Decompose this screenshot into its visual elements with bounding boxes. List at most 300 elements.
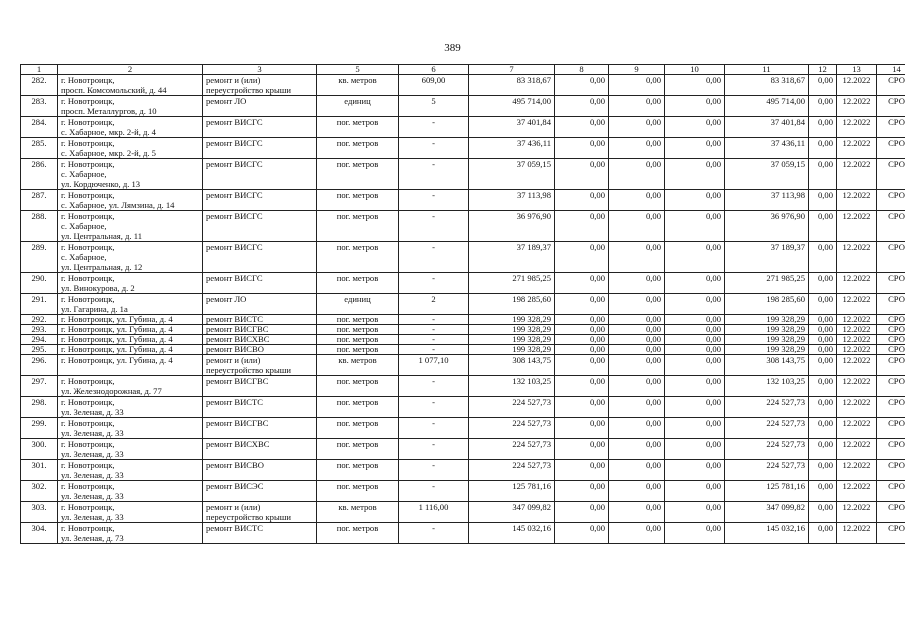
address-cell-line: г. Новотроицк, xyxy=(61,460,115,470)
address-cell xyxy=(58,75,203,96)
cost-col-11-cell: 347 099,82 xyxy=(725,502,809,523)
address-cell xyxy=(58,211,203,242)
unit-cell: кв. метров xyxy=(317,75,399,96)
fund-type-cell: СРО xyxy=(877,294,905,315)
cost-col-10-cell: 0,00 xyxy=(665,397,725,418)
cost-col-9-cell: 0,00 xyxy=(609,335,665,345)
quantity-cell: - xyxy=(399,138,469,159)
column-header: 10 xyxy=(665,65,725,75)
cost-col-11-cell: 125 781,16 xyxy=(725,481,809,502)
deadline-cell: 12.2022 xyxy=(837,523,877,544)
table-row xyxy=(21,502,905,523)
row-number: 289. xyxy=(21,242,58,273)
fund-type-cell: СРО xyxy=(877,335,905,345)
cost-col-8-cell: 0,00 xyxy=(555,138,609,159)
fund-type-cell: СРО xyxy=(877,523,905,544)
row-number: 296. xyxy=(21,355,58,376)
row-number: 300. xyxy=(21,439,58,460)
address-cell-line: ул. Винокурова, д. 2 xyxy=(61,283,135,293)
quantity-cell: - xyxy=(399,345,469,355)
cost-col-11-cell: 199 328,29 xyxy=(725,345,809,355)
work-type-cell-line: ремонт ВИСГС xyxy=(206,211,263,221)
address-cell xyxy=(58,159,203,190)
cost-col-9-cell: 0,00 xyxy=(609,242,665,273)
cost-col-12-cell: 0,00 xyxy=(809,315,837,325)
table-row xyxy=(21,376,905,397)
cost-col-9-cell: 0,00 xyxy=(609,376,665,397)
total-cost-cell: 347 099,82 xyxy=(469,502,555,523)
cost-col-12-cell: 0,00 xyxy=(809,190,837,211)
deadline-cell: 12.2022 xyxy=(837,460,877,481)
work-type-cell-line: ремонт ВИСВО xyxy=(206,460,264,470)
work-type-cell-line: ремонт ВИСТС xyxy=(206,314,264,324)
table-row xyxy=(21,345,905,355)
address-cell xyxy=(58,117,203,138)
total-cost-cell: 37 189,37 xyxy=(469,242,555,273)
work-type-cell xyxy=(203,481,317,502)
total-cost-cell: 199 328,29 xyxy=(469,345,555,355)
cost-col-9-cell: 0,00 xyxy=(609,138,665,159)
cost-col-8-cell: 0,00 xyxy=(555,355,609,376)
cost-col-8-cell: 0,00 xyxy=(555,159,609,190)
deadline-cell: 12.2022 xyxy=(837,294,877,315)
cost-col-9-cell: 0,00 xyxy=(609,159,665,190)
cost-col-11-cell: 199 328,29 xyxy=(725,335,809,345)
cost-col-12-cell: 0,00 xyxy=(809,439,837,460)
cost-col-12-cell: 0,00 xyxy=(809,325,837,335)
table-row xyxy=(21,138,905,159)
fund-type-cell: СРО xyxy=(877,190,905,211)
quantity-cell: - xyxy=(399,335,469,345)
cost-col-8-cell: 0,00 xyxy=(555,75,609,96)
cost-col-10-cell: 0,00 xyxy=(665,418,725,439)
address-cell-line: ул. Зеленая, д. 33 xyxy=(61,407,124,417)
address-cell-line: ул. Зеленая, д. 33 xyxy=(61,491,124,501)
work-type-cell-line: ремонт ВИСГВС xyxy=(206,376,269,386)
total-cost-cell: 37 401,84 xyxy=(469,117,555,138)
quantity-cell: - xyxy=(399,439,469,460)
work-type-cell-line: ремонт ВИСТС xyxy=(206,397,264,407)
address-cell-line: г. Новотроицк, xyxy=(61,397,115,407)
address-cell xyxy=(58,439,203,460)
work-type-cell xyxy=(203,460,317,481)
column-header: 12 xyxy=(809,65,837,75)
cost-col-12-cell: 0,00 xyxy=(809,355,837,376)
work-type-cell-line: переустройство крыши xyxy=(206,85,291,95)
total-cost-cell: 199 328,29 xyxy=(469,315,555,325)
address-cell-line: г. Новотроицк, xyxy=(61,242,115,252)
total-cost-cell: 145 032,16 xyxy=(469,523,555,544)
quantity-cell: - xyxy=(399,397,469,418)
address-cell xyxy=(58,190,203,211)
address-cell-line: г. Новотроицк, ул. Губина, д. 4 xyxy=(61,355,173,365)
cost-col-10-cell: 0,00 xyxy=(665,273,725,294)
work-type-cell-line: ремонт и (или) xyxy=(206,355,261,365)
address-cell-line: просп. Комсомольский, д. 44 xyxy=(61,85,167,95)
cost-col-11-cell: 37 401,84 xyxy=(725,117,809,138)
address-cell-line: г. Новотроицк, xyxy=(61,75,115,85)
row-number: 295. xyxy=(21,345,58,355)
work-type-cell xyxy=(203,273,317,294)
cost-col-11-cell: 271 985,25 xyxy=(725,273,809,294)
work-type-cell xyxy=(203,523,317,544)
deadline-cell: 12.2022 xyxy=(837,355,877,376)
work-type-cell xyxy=(203,502,317,523)
work-type-cell xyxy=(203,117,317,138)
cost-col-8-cell: 0,00 xyxy=(555,273,609,294)
fund-type-cell: СРО xyxy=(877,376,905,397)
row-number: 294. xyxy=(21,335,58,345)
fund-type-cell: СРО xyxy=(877,211,905,242)
total-cost-cell: 271 985,25 xyxy=(469,273,555,294)
total-cost-cell: 36 976,90 xyxy=(469,211,555,242)
total-cost-cell: 224 527,73 xyxy=(469,439,555,460)
address-cell-line: г. Новотроицк, xyxy=(61,211,115,221)
address-cell-line: ул. Центральная, д. 11 xyxy=(61,231,142,241)
cost-col-12-cell: 0,00 xyxy=(809,96,837,117)
work-type-cell-line: ремонт ЛО xyxy=(206,96,247,106)
address-cell-line: ул. Зеленая, д. 33 xyxy=(61,449,124,459)
cost-col-12-cell: 0,00 xyxy=(809,159,837,190)
table-row xyxy=(21,325,905,335)
unit-cell: единиц xyxy=(317,96,399,117)
cost-col-8-cell: 0,00 xyxy=(555,325,609,335)
quantity-cell: - xyxy=(399,273,469,294)
cost-col-8-cell: 0,00 xyxy=(555,523,609,544)
deadline-cell: 12.2022 xyxy=(837,75,877,96)
address-cell-line: ул. Зеленая, д. 33 xyxy=(61,428,124,438)
work-type-cell-line: ремонт ВИСГВС xyxy=(206,324,269,334)
total-cost-cell: 495 714,00 xyxy=(469,96,555,117)
cost-col-9-cell: 0,00 xyxy=(609,523,665,544)
total-cost-cell: 198 285,60 xyxy=(469,294,555,315)
address-cell-line: просп. Металлургов, д. 10 xyxy=(61,106,157,116)
address-cell-line: с. Хабарное, мкр. 2-й, д. 4 xyxy=(61,127,156,137)
deadline-cell: 12.2022 xyxy=(837,325,877,335)
cost-col-11-cell: 83 318,67 xyxy=(725,75,809,96)
work-type-cell xyxy=(203,294,317,315)
cost-col-10-cell: 0,00 xyxy=(665,75,725,96)
quantity-cell: - xyxy=(399,159,469,190)
cost-col-9-cell: 0,00 xyxy=(609,481,665,502)
cost-col-11-cell: 495 714,00 xyxy=(725,96,809,117)
cost-col-10-cell: 0,00 xyxy=(665,355,725,376)
total-cost-cell: 224 527,73 xyxy=(469,397,555,418)
repair-schedule-table xyxy=(20,64,905,544)
cost-col-11-cell: 37 113,98 xyxy=(725,190,809,211)
work-type-cell-line: ремонт ВИСГС xyxy=(206,159,263,169)
cost-col-9-cell: 0,00 xyxy=(609,439,665,460)
work-type-cell-line: ремонт ВИСЭС xyxy=(206,481,264,491)
quantity-cell: - xyxy=(399,523,469,544)
cost-col-11-cell: 224 527,73 xyxy=(725,418,809,439)
work-type-cell xyxy=(203,397,317,418)
work-type-cell xyxy=(203,96,317,117)
unit-cell: пог. метров xyxy=(317,418,399,439)
address-cell-line: г. Новотроицк, xyxy=(61,523,115,533)
total-cost-cell: 125 781,16 xyxy=(469,481,555,502)
unit-cell: кв. метров xyxy=(317,355,399,376)
address-cell xyxy=(58,138,203,159)
row-number: 282. xyxy=(21,75,58,96)
table-row xyxy=(21,315,905,325)
quantity-cell: - xyxy=(399,315,469,325)
cost-col-8-cell: 0,00 xyxy=(555,335,609,345)
row-number: 293. xyxy=(21,325,58,335)
address-cell-line: ул. Железнодорожная, д. 77 xyxy=(61,386,162,396)
address-cell xyxy=(58,355,203,376)
address-cell xyxy=(58,96,203,117)
deadline-cell: 12.2022 xyxy=(837,502,877,523)
work-type-cell-line: ремонт ВИСГС xyxy=(206,242,263,252)
quantity-cell: 2 xyxy=(399,294,469,315)
cost-col-10-cell: 0,00 xyxy=(665,335,725,345)
cost-col-12-cell: 0,00 xyxy=(809,242,837,273)
table-row xyxy=(21,242,905,273)
total-cost-cell: 308 143,75 xyxy=(469,355,555,376)
address-cell-line: г. Новотроицк, xyxy=(61,294,115,304)
cost-col-8-cell: 0,00 xyxy=(555,190,609,211)
row-number: 284. xyxy=(21,117,58,138)
cost-col-9-cell: 0,00 xyxy=(609,117,665,138)
cost-col-11-cell: 37 436,11 xyxy=(725,138,809,159)
cost-col-10-cell: 0,00 xyxy=(665,345,725,355)
unit-cell: пог. метров xyxy=(317,460,399,481)
fund-type-cell: СРО xyxy=(877,439,905,460)
cost-col-10-cell: 0,00 xyxy=(665,96,725,117)
cost-col-12-cell: 0,00 xyxy=(809,418,837,439)
cost-col-8-cell: 0,00 xyxy=(555,439,609,460)
table-row xyxy=(21,273,905,294)
cost-col-8-cell: 0,00 xyxy=(555,96,609,117)
row-number: 303. xyxy=(21,502,58,523)
work-type-cell xyxy=(203,335,317,345)
cost-col-9-cell: 0,00 xyxy=(609,96,665,117)
address-cell-line: г. Новотроицк, xyxy=(61,96,115,106)
work-type-cell-line: ремонт ВИСГВС xyxy=(206,418,269,428)
cost-col-11-cell: 37 189,37 xyxy=(725,242,809,273)
cost-col-11-cell: 224 527,73 xyxy=(725,460,809,481)
quantity-cell: 5 xyxy=(399,96,469,117)
address-cell-line: г. Новотроицк, xyxy=(61,418,115,428)
table-row xyxy=(21,335,905,345)
deadline-cell: 12.2022 xyxy=(837,439,877,460)
column-header: 13 xyxy=(837,65,877,75)
cost-col-12-cell: 0,00 xyxy=(809,75,837,96)
address-cell xyxy=(58,242,203,273)
fund-type-cell: СРО xyxy=(877,315,905,325)
column-header: 3 xyxy=(203,65,317,75)
table-row xyxy=(21,481,905,502)
deadline-cell: 12.2022 xyxy=(837,117,877,138)
unit-cell: пог. метров xyxy=(317,345,399,355)
cost-col-10-cell: 0,00 xyxy=(665,439,725,460)
address-cell-line: ул. Зеленая, д. 33 xyxy=(61,512,124,522)
row-number: 299. xyxy=(21,418,58,439)
table-row xyxy=(21,96,905,117)
row-number: 304. xyxy=(21,523,58,544)
cost-col-12-cell: 0,00 xyxy=(809,502,837,523)
cost-col-10-cell: 0,00 xyxy=(665,138,725,159)
address-cell-line: ул. Зеленая, д. 73 xyxy=(61,533,124,543)
cost-col-10-cell: 0,00 xyxy=(665,481,725,502)
deadline-cell: 12.2022 xyxy=(837,345,877,355)
unit-cell: пог. метров xyxy=(317,397,399,418)
cost-col-9-cell: 0,00 xyxy=(609,294,665,315)
fund-type-cell: СРО xyxy=(877,325,905,335)
cost-col-8-cell: 0,00 xyxy=(555,502,609,523)
deadline-cell: 12.2022 xyxy=(837,190,877,211)
cost-col-9-cell: 0,00 xyxy=(609,75,665,96)
address-cell-line: ул. Гагарина, д. 1а xyxy=(61,304,128,314)
deadline-cell: 12.2022 xyxy=(837,96,877,117)
cost-col-10-cell: 0,00 xyxy=(665,159,725,190)
row-number: 291. xyxy=(21,294,58,315)
total-cost-cell: 199 328,29 xyxy=(469,325,555,335)
cost-col-10-cell: 0,00 xyxy=(665,117,725,138)
deadline-cell: 12.2022 xyxy=(837,211,877,242)
cost-col-11-cell: 145 032,16 xyxy=(725,523,809,544)
row-number: 287. xyxy=(21,190,58,211)
total-cost-cell: 83 318,67 xyxy=(469,75,555,96)
total-cost-cell: 37 113,98 xyxy=(469,190,555,211)
fund-type-cell: СРО xyxy=(877,273,905,294)
column-header: 8 xyxy=(555,65,609,75)
work-type-cell-line: ремонт ВИСГС xyxy=(206,117,263,127)
address-cell xyxy=(58,273,203,294)
address-cell xyxy=(58,481,203,502)
quantity-cell: - xyxy=(399,418,469,439)
quantity-cell: - xyxy=(399,117,469,138)
unit-cell: пог. метров xyxy=(317,315,399,325)
row-number: 290. xyxy=(21,273,58,294)
unit-cell: пог. метров xyxy=(317,325,399,335)
cost-col-12-cell: 0,00 xyxy=(809,335,837,345)
deadline-cell: 12.2022 xyxy=(837,481,877,502)
quantity-cell: - xyxy=(399,481,469,502)
address-cell-line: г. Новотроицк, ул. Губина, д. 4 xyxy=(61,314,173,324)
column-header: 9 xyxy=(609,65,665,75)
cost-col-9-cell: 0,00 xyxy=(609,325,665,335)
address-cell-line: ул. Кордюченко, д. 13 xyxy=(61,179,141,189)
work-type-cell-line: переустройство крыши xyxy=(206,512,291,522)
address-cell xyxy=(58,335,203,345)
address-cell-line: г. Новотроицк, xyxy=(61,138,115,148)
table-row xyxy=(21,397,905,418)
cost-col-10-cell: 0,00 xyxy=(665,190,725,211)
address-cell xyxy=(58,418,203,439)
address-cell-line: с. Хабарное, мкр. 2-й, д. 5 xyxy=(61,148,156,158)
cost-col-12-cell: 0,00 xyxy=(809,345,837,355)
cost-col-12-cell: 0,00 xyxy=(809,481,837,502)
cost-col-12-cell: 0,00 xyxy=(809,211,837,242)
work-type-cell-line: ремонт ВИСТС xyxy=(206,523,264,533)
cost-col-10-cell: 0,00 xyxy=(665,315,725,325)
address-cell-line: с. Хабарное, ул. Лямзина, д. 14 xyxy=(61,200,175,210)
total-cost-cell: 199 328,29 xyxy=(469,335,555,345)
work-type-cell-line: ремонт ВИСХВС xyxy=(206,439,270,449)
cost-col-11-cell: 37 059,15 xyxy=(725,159,809,190)
work-type-cell xyxy=(203,325,317,335)
table-row xyxy=(21,355,905,376)
cost-col-12-cell: 0,00 xyxy=(809,460,837,481)
cost-col-12-cell: 0,00 xyxy=(809,397,837,418)
fund-type-cell: СРО xyxy=(877,117,905,138)
cost-col-8-cell: 0,00 xyxy=(555,460,609,481)
row-number: 288. xyxy=(21,211,58,242)
deadline-cell: 12.2022 xyxy=(837,335,877,345)
cost-col-9-cell: 0,00 xyxy=(609,502,665,523)
cost-col-9-cell: 0,00 xyxy=(609,355,665,376)
work-type-cell xyxy=(203,159,317,190)
cost-col-10-cell: 0,00 xyxy=(665,211,725,242)
fund-type-cell: СРО xyxy=(877,96,905,117)
row-number: 286. xyxy=(21,159,58,190)
address-cell-line: г. Новотроицк, xyxy=(61,502,115,512)
unit-cell: кв. метров xyxy=(317,502,399,523)
cost-col-10-cell: 0,00 xyxy=(665,294,725,315)
quantity-cell: 1 116,00 xyxy=(399,502,469,523)
work-type-cell xyxy=(203,211,317,242)
work-type-cell-line: ремонт ВИСВО xyxy=(206,344,264,354)
quantity-cell: - xyxy=(399,376,469,397)
work-type-cell xyxy=(203,242,317,273)
deadline-cell: 12.2022 xyxy=(837,273,877,294)
cost-col-10-cell: 0,00 xyxy=(665,325,725,335)
deadline-cell: 12.2022 xyxy=(837,397,877,418)
work-type-cell xyxy=(203,345,317,355)
address-cell xyxy=(58,397,203,418)
unit-cell: пог. метров xyxy=(317,273,399,294)
fund-type-cell: СРО xyxy=(877,397,905,418)
table-row xyxy=(21,159,905,190)
deadline-cell: 12.2022 xyxy=(837,315,877,325)
cost-col-12-cell: 0,00 xyxy=(809,376,837,397)
fund-type-cell: СРО xyxy=(877,418,905,439)
address-cell-line: с. Хабарное, xyxy=(61,221,107,231)
quantity-cell: - xyxy=(399,460,469,481)
deadline-cell: 12.2022 xyxy=(837,138,877,159)
address-cell xyxy=(58,523,203,544)
work-type-cell xyxy=(203,376,317,397)
address-cell-line: с. Хабарное, xyxy=(61,169,107,179)
address-cell xyxy=(58,294,203,315)
row-number: 283. xyxy=(21,96,58,117)
unit-cell: пог. метров xyxy=(317,211,399,242)
work-type-cell xyxy=(203,355,317,376)
work-type-cell-line: переустройство крыши xyxy=(206,365,291,375)
column-header: 7 xyxy=(469,65,555,75)
address-cell-line: г. Новотроицк, xyxy=(61,159,115,169)
fund-type-cell: СРО xyxy=(877,242,905,273)
address-cell xyxy=(58,345,203,355)
work-type-cell xyxy=(203,75,317,96)
cost-col-8-cell: 0,00 xyxy=(555,345,609,355)
cost-col-8-cell: 0,00 xyxy=(555,211,609,242)
cost-col-11-cell: 199 328,29 xyxy=(725,325,809,335)
cost-col-10-cell: 0,00 xyxy=(665,376,725,397)
cost-col-12-cell: 0,00 xyxy=(809,294,837,315)
work-type-cell xyxy=(203,315,317,325)
deadline-cell: 12.2022 xyxy=(837,376,877,397)
column-header: 2 xyxy=(58,65,203,75)
table-row xyxy=(21,75,905,96)
work-type-cell-line: ремонт ВИСГС xyxy=(206,273,263,283)
row-number: 285. xyxy=(21,138,58,159)
table-body xyxy=(21,75,905,544)
cost-col-8-cell: 0,00 xyxy=(555,117,609,138)
address-cell-line: г. Новотроицк, ул. Губина, д. 4 xyxy=(61,344,173,354)
